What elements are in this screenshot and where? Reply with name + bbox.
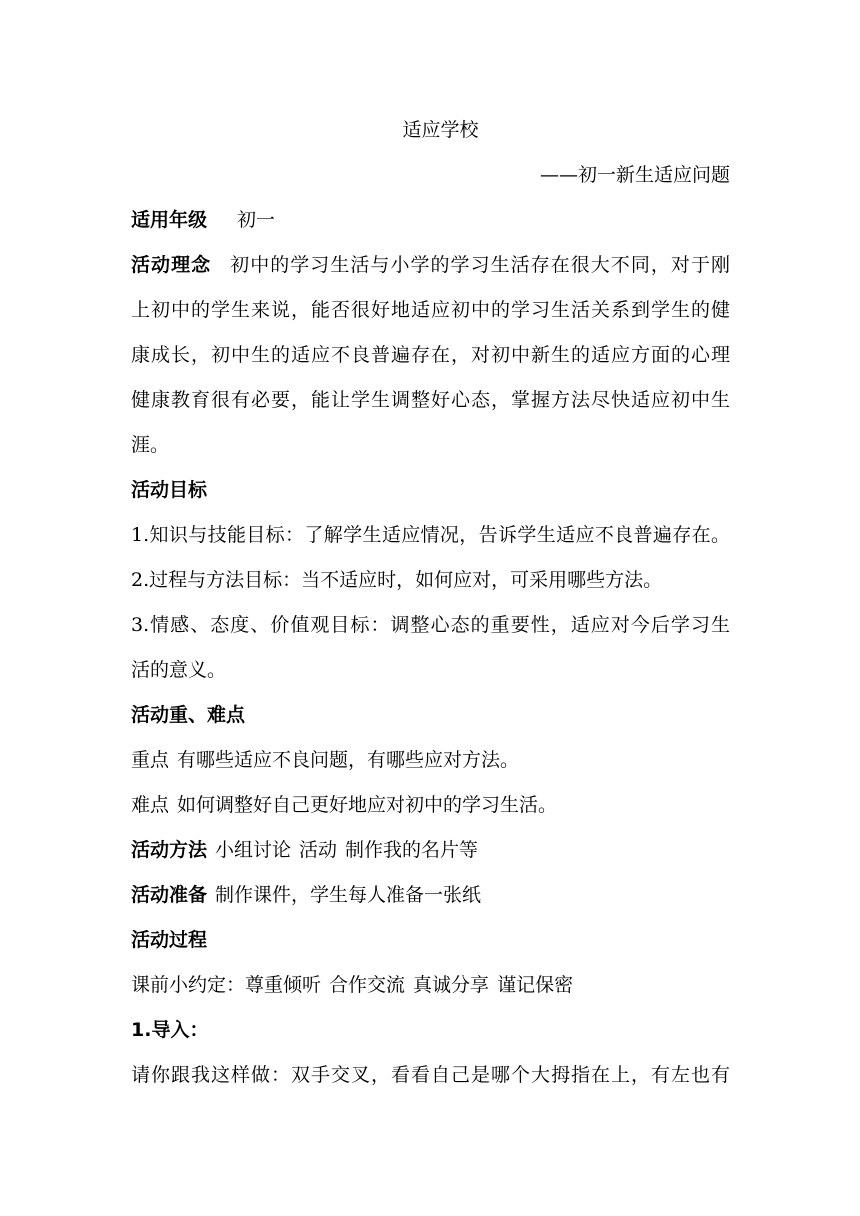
preparation-label: 活动准备: [131, 884, 208, 906]
method-label: 活动方法: [131, 839, 208, 861]
document-body: [131, 108, 730, 1098]
concept-line-4: 健康教育很有必要，能让学生调整好心态，掌握方法尽快适应初中生: [131, 389, 730, 411]
goal-line-3: 3.情感、态度、价值观目标：调整心态的重要性，适应对今后学习生: [131, 614, 730, 636]
difficult-point-text: 如何调整好自己更好地应对初中的学习生活。: [177, 794, 558, 816]
goal-line-1: 1.知识与技能目标：了解学生适应情况，告诉学生适应不良普遍存在。: [131, 524, 730, 546]
method-item: 小组讨论: [215, 839, 292, 861]
document-title: 适应学校: [402, 119, 479, 141]
concept-line-1: [131, 243, 730, 288]
agreement-row: [131, 963, 730, 1008]
method-item: 制作我的名片等: [345, 839, 479, 861]
difficult-point-label: 难点: [131, 794, 170, 816]
key-point-row: [131, 738, 730, 783]
concept-label: 活动理念: [131, 254, 212, 276]
agreement-item: 尊重倾听: [245, 974, 322, 996]
grade-label: 适用年级: [131, 209, 208, 231]
key-point-label: 重点: [131, 749, 170, 771]
agreement-label: 课前小约定：: [131, 974, 246, 996]
concept-text: 初中的学习生活与小学的学习生活存在很大不同，对于刚: [229, 254, 730, 276]
intro-text: 请你跟我这样做：双手交叉，看看自己是哪个大拇指在上，有左也有: [131, 1064, 730, 1086]
key-point-text: 有哪些适应不良问题，有哪些应对方法。: [177, 749, 520, 771]
agreement-item: 谨记保密: [497, 974, 574, 996]
document-subtitle: ——初一新生适应问题: [539, 164, 730, 186]
process-heading: 活动过程: [131, 929, 208, 951]
method-item: 活动: [299, 839, 338, 861]
difficult-point-row: [131, 783, 730, 828]
grade-value: 初一: [237, 209, 276, 231]
goals-heading: 活动目标: [131, 479, 208, 501]
agreement-item: 合作交流: [329, 974, 406, 996]
preparation-text: 制作课件，学生每人准备一张纸: [215, 884, 482, 906]
concept-line-3: 康成长，初中生的适应不良普遍存在，对初中新生的适应方面的心理: [131, 344, 730, 366]
grade-row: [131, 198, 730, 243]
preparation-row: [131, 873, 730, 918]
key-points-heading: 活动重、难点: [131, 704, 246, 726]
agreement-item: 真诚分享: [413, 974, 490, 996]
goal-line-2: 2.过程与方法目标：当不适应时，如何应对，可采用哪些方法。: [131, 569, 663, 591]
concept-line-2: 上初中的学生来说，能否很好地适应初中的学习生活关系到学生的健: [131, 299, 730, 321]
intro-heading: 1.导入：: [131, 1019, 209, 1041]
goal-line-4: 活的意义。: [131, 659, 227, 681]
method-row: [131, 828, 730, 873]
concept-line-5: 涯。: [131, 434, 170, 456]
